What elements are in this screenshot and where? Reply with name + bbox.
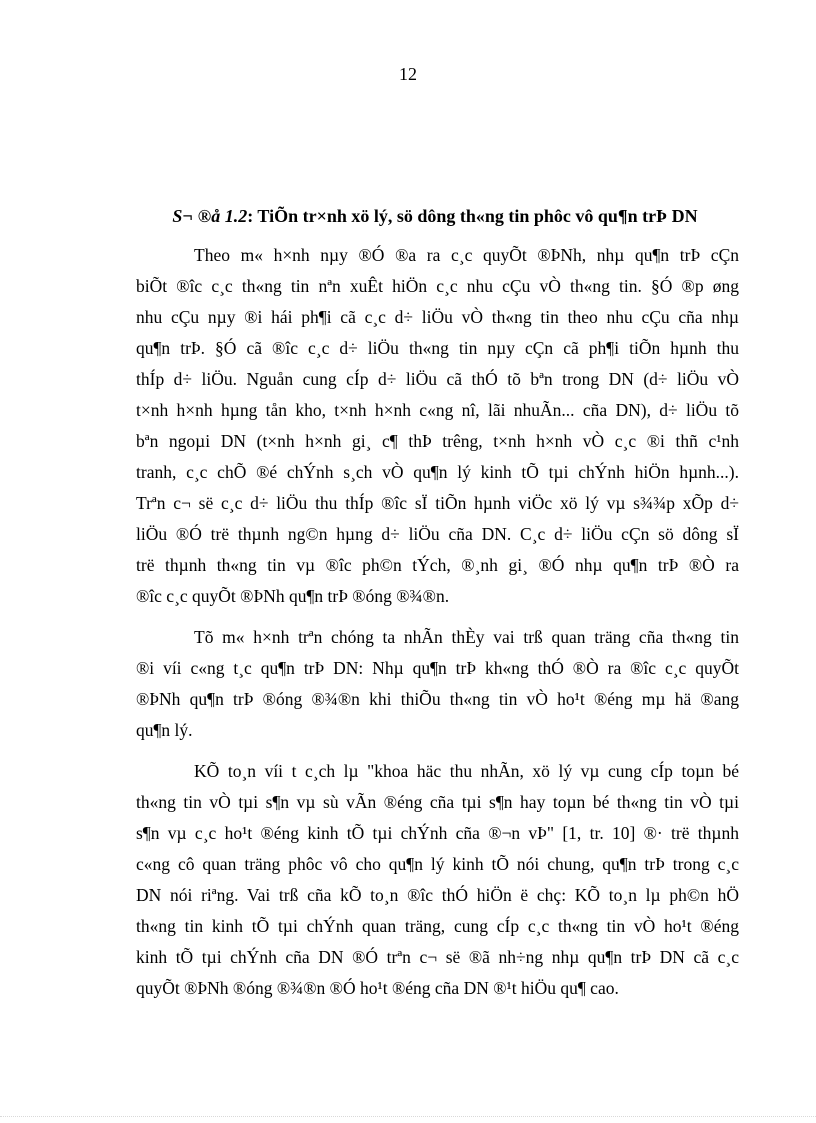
text-line: ®îc c¸c quyÕt ®ÞNh qu¶n trÞ ®óng ®¾®n. (136, 586, 450, 606)
page-number: 12 (399, 64, 417, 84)
text-line: s¶n vµ c¸c ho¹t ®éng kinh tÕ tµi chÝnh cña ®¬n vÞ" [1, tr. 10] ®· trë thµnh (136, 823, 739, 843)
text-line: qu¶n lý. (136, 720, 193, 740)
text-line: KÕ to¸n víi t c¸ch lµ "khoa häc thu nhÃn, xö lý vµ cung cÍp toµn bé (194, 761, 739, 781)
figure-caption (130, 206, 740, 227)
text-line: kinh tÕ tµi chÝnh cña DN ®Ó trªn c¬ së ®ã nh÷ng nhµ qu¶n trÞ DN cã c¸c (136, 947, 739, 967)
paragraph-3 (136, 756, 739, 1004)
paragraph-2 (136, 622, 739, 746)
paragraph-1 (136, 240, 739, 612)
text-line: Trªn c¬ së c¸c d÷ liÖu thu thÍp ®îc sÏ tiÕn hµnh viÖc xö lý vµ s¾¾p xÕp d÷ (136, 493, 739, 513)
text-line: Tõ m« h×nh trªn chóng ta nhÃn thÈy vai trß quan träng cña th«ng tin (194, 627, 739, 647)
text-line: trë thµnh th«ng tin vµ ®îc ph©n tÝch, ®¸nh gi¸ ®Ó nhµ qu¶n trÞ ®Ò ra (136, 555, 739, 575)
text-line: ®i víi c«ng t¸c qu¶n trÞ DN: Nhµ qu¶n trÞ kh«ng thÓ ®Ò ra ®îc c¸c quyÕt (136, 658, 739, 678)
text-line: Theo m« h×nh nµy ®Ó ®a ra c¸c quyÕt ®ÞNh, nhµ qu¶n trÞ cÇn (194, 245, 739, 265)
text-line: thÍp d÷ liÖu. Nguån cung cÍp d÷ liÖu cã thÓ tõ bªn trong DN (d÷ liÖu vÒ (136, 369, 739, 389)
page-bottom-rule (0, 1116, 816, 1117)
text-line: th«ng tin kinh tÕ tµi chÝnh quan träng, cung cÍp c¸c th«ng tin vÒ ho¹t ®éng (136, 916, 739, 936)
text-line: DN nói riªng. Vai trß cña kÕ to¸n ®îc thÓ hiÖn ë chç: KÕ to¸n lµ ph©n hÖ (136, 885, 739, 905)
text-line: biÕt ®îc c¸c th«ng tin nªn xuÊt hiÖn c¸c nhu cÇu vÒ th«ng tin. §Ó ®p øng (136, 276, 739, 296)
text-line: ®ÞNh qu¶n trÞ ®óng ®¾®n khi thiÕu th«ng tin vÒ ho¹t ®éng mµ hä ®ang (136, 689, 739, 709)
figure-caption-text: : TiÕn tr×nh xö lý, sö dông th«ng tin phôc vô qu¶n trÞ DN (247, 206, 698, 226)
text-line: qu¶n trÞ. §Ó cã ®îc c¸c d÷ liÖu th«ng tin nµy cÇn cã ph¶i tiÕn hµnh thu (136, 338, 739, 358)
text-line: tranh, c¸c chÕ ®é chÝnh s¸ch vÒ qu¶n lý kinh tÕ tµi chÝnh hiÖn hµnh...). (136, 462, 739, 482)
text-line: quyÕt ®ÞNh ®óng ®¾®n ®Ó ho¹t ®éng cña DN ®¹t hiÖu qu¶ cao. (136, 978, 619, 998)
text-line: th«ng tin vÒ tµi s¶n vµ sù vÃn ®éng cña tµi s¶n hay toµn bé th«ng tin vÒ tµi (136, 792, 739, 812)
body-text (136, 240, 739, 1014)
text-line: nhu cÇu nµy ®i hái ph¶i cã c¸c d÷ liÖu vÒ th«ng tin theo nhu cÇu cña nhµ (136, 307, 739, 327)
text-line: c«ng cô quan träng phôc vô cho qu¶n lý kinh tÕ nói chung, qu¶n trÞ trong c¸c (136, 854, 739, 874)
text-line: liÖu ®Ó trë thµnh ng©n hµng d÷ liÖu cña DN. C¸c d÷ liÖu cÇn sö dông sÏ (136, 524, 739, 544)
text-line: bªn ngoµi DN (t×nh h×nh gi¸ c¶ thÞ trêng, t×nh h×nh vÒ c¸c ®i thñ c¹nh (136, 431, 739, 451)
figure-caption-label: S¬ ®å 1.2 (172, 206, 248, 226)
text-line: t×nh h×nh hµng tån kho, t×nh h×nh c«ng nî, lãi nhuÃn... cña DN), d÷ liÖu tõ (136, 400, 739, 420)
